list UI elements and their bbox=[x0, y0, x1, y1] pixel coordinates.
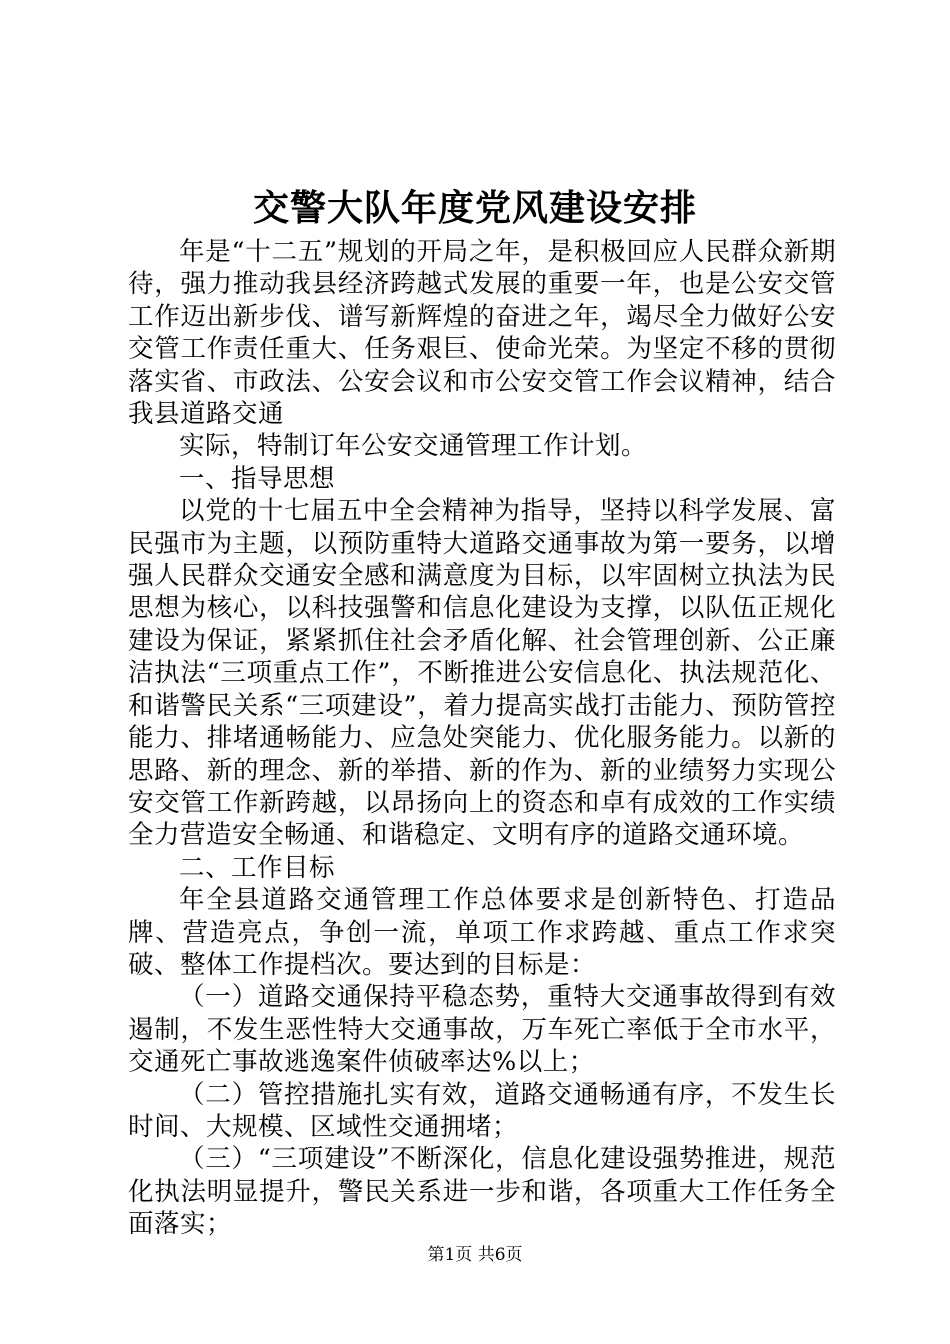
goal-item-3: （三）“三项建设”不断深化，信息化建设强势推进，规范化执法明显提升，警民关系进一步和谐，各项重大工作任务全面落实； bbox=[128, 1144, 836, 1240]
paragraph-intro: 年是“十二五”规划的开局之年，是积极回应人民群众新期待，强力推动我县经济跨越式发展的重要一年，也是公安交管工作迈出新步伐、谱写新辉煌的奋进之年，竭尽全力做好公安交管工作责任重大、任务艰巨、使命光荣。为坚定不移的贯彻落实省、市政法、公安会议和市公安交管工作会议精神，结合我县道路交通 bbox=[128, 237, 836, 430]
paragraph-work-goals: 年全县道路交通管理工作总体要求是创新特色、打造品牌、营造亮点，争创一流，单项工作求跨越、重点工作求突破、整体工作提档次。要达到的目标是： bbox=[128, 885, 836, 980]
section-heading-work-goals: 二、工作目标 bbox=[179, 852, 336, 883]
goal-item-2: （二）管控措施扎实有效，道路交通畅通有序，不发生长时间、大规模、区域性交通拥堵； bbox=[128, 1079, 836, 1142]
paragraph-guiding-ideology: 以党的十七届五中全会精神为指导，坚持以科学发展、富民强市为主题，以预防重特大道路交通事故为第一要务，以增强人民群众交通安全感和满意度为目标，以牢固树立执法为民思想为核心，以科技强警和信息化建设为支撑，以队伍正规化建设为保证，紧紧抓住社会矛盾化解、社会管理创新、公正廉洁执法“三项重点工作”，不断推进公安信息化、执法规范化、和谐警民关系“三项建设”，着力提高实战打击能力、预防管控能力、排堵通畅能力、应急处突能力、优化服务能力。以新的思路、新的理念、新的举措、新的作为、新的业绩努力实现公安交管工作新跨越，以昂扬向上的资态和卓有成效的工作实绩全力营造安全畅通、和谐稳定、文明有序的道路交通环境。 bbox=[128, 496, 836, 851]
document-body bbox=[128, 236, 836, 1241]
document-title: 交警大队年度党风建设安排 bbox=[252, 187, 697, 229]
paragraph-intro-continued: 实际，特制订年公安交通管理工作计划。 bbox=[179, 431, 648, 462]
page-number-footer: 第1页 共6页 bbox=[427, 1245, 523, 1265]
section-heading-guiding-ideology: 一、指导思想 bbox=[179, 463, 336, 494]
goal-item-1: （一）道路交通保持平稳态势，重特大交通事故得到有效遏制，不发生恶性特大交通事故，万车死亡率低于全市水平，交通死亡事故逃逸案件侦破率达%以上； bbox=[128, 982, 836, 1078]
